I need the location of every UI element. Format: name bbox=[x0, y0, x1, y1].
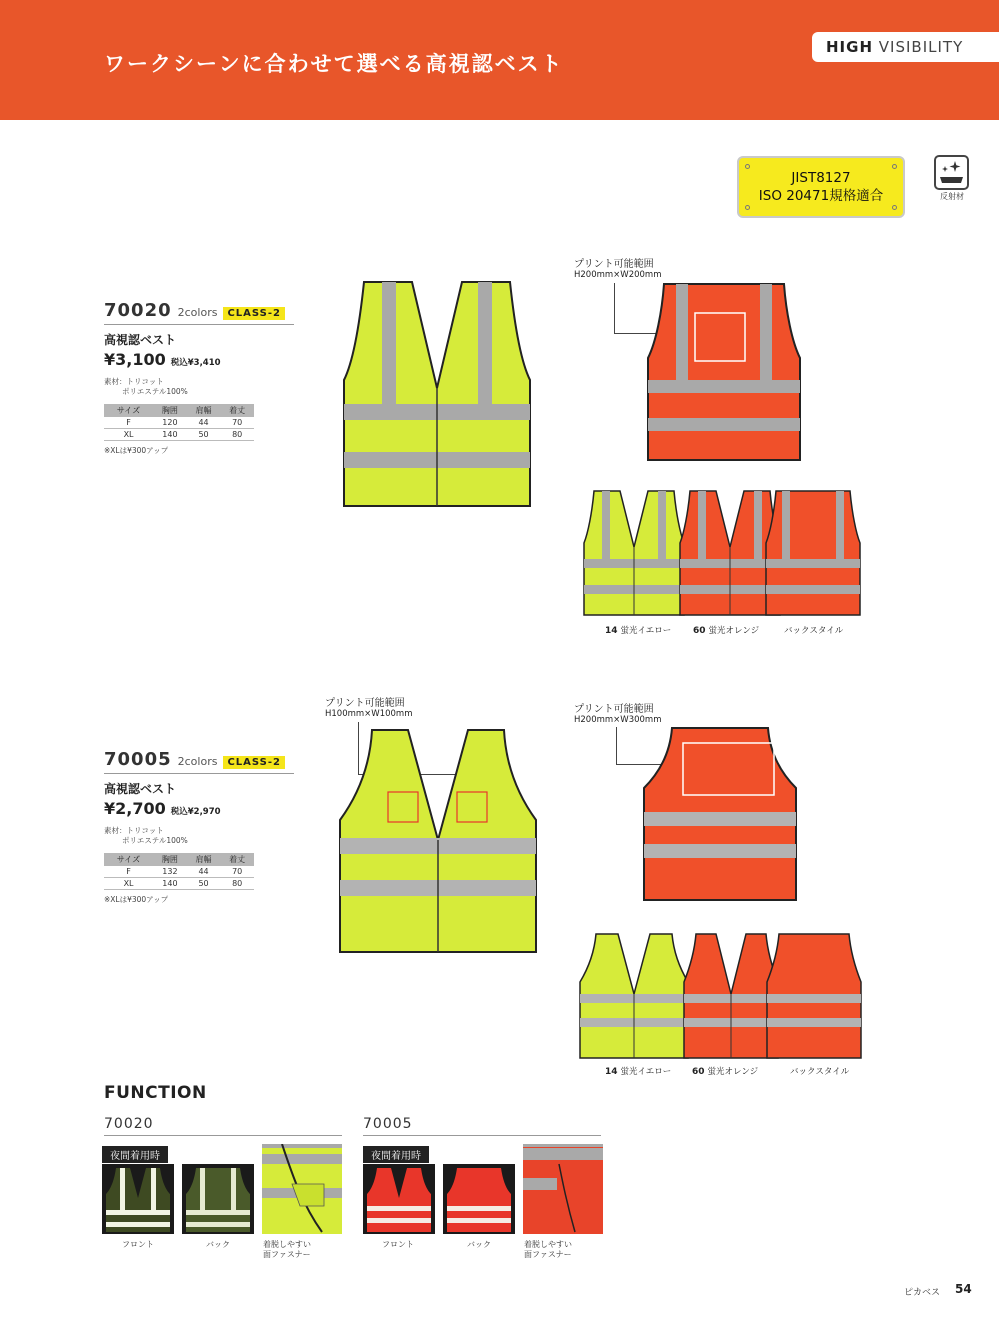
variant-caption-orange bbox=[693, 624, 759, 636]
size-cell: 50 bbox=[187, 429, 221, 441]
table-row bbox=[104, 429, 254, 441]
model-number: 70005 bbox=[104, 749, 172, 770]
material-line-1: 素材：トリコット bbox=[104, 826, 164, 835]
function-caption-fastener: 着脱しやすい 面ファスナー bbox=[263, 1240, 311, 1259]
variant-caption-orange bbox=[692, 1065, 758, 1077]
page-title: ワークシーンに合わせて選べる高視認ベスト bbox=[104, 52, 564, 76]
product-info-70020 bbox=[104, 300, 294, 456]
price-row bbox=[104, 799, 294, 818]
color-number: 60 bbox=[693, 626, 706, 636]
material bbox=[104, 377, 294, 397]
size-table bbox=[104, 853, 254, 890]
size-header: 着丈 bbox=[220, 404, 254, 417]
table-row bbox=[104, 878, 254, 890]
function-model-70005: 70005 bbox=[363, 1116, 601, 1136]
size-note: ※XLは¥300アップ bbox=[104, 895, 169, 904]
material bbox=[104, 826, 294, 846]
screw-icon bbox=[892, 205, 897, 210]
material-line-2: ポリエステル100% bbox=[122, 387, 188, 396]
color-label: 蛍光イエロー bbox=[620, 1067, 672, 1077]
price: ¥2,700 bbox=[104, 799, 166, 818]
function-caption-front: フロント bbox=[122, 1240, 154, 1249]
function-title: FUNCTION bbox=[104, 1083, 207, 1103]
model-number: 70020 bbox=[104, 300, 172, 321]
size-cell: 80 bbox=[220, 878, 254, 890]
function-night-back-70005 bbox=[443, 1164, 515, 1234]
size-cell: F bbox=[104, 417, 153, 429]
material-line-1: 素材：トリコット bbox=[104, 377, 164, 386]
size-cell: 70 bbox=[220, 866, 254, 878]
size-cell: XL bbox=[104, 878, 153, 890]
certification-line-2: ISO 20471規格適合 bbox=[758, 188, 884, 204]
product-name: 高視認ベスト bbox=[104, 782, 177, 796]
function-fastener-70005 bbox=[523, 1144, 603, 1234]
vest-70020-variant-yellow bbox=[582, 489, 686, 617]
color-number: 14 bbox=[605, 1067, 618, 1077]
page-number: 54 bbox=[955, 1282, 972, 1296]
print-area-title: プリント可能範囲 bbox=[574, 704, 654, 715]
color-number: 14 bbox=[605, 626, 618, 636]
variant-caption-yellow bbox=[605, 1065, 671, 1077]
sparkle-reflective-icon bbox=[934, 155, 969, 190]
print-area-size: H200mm×W300mm bbox=[574, 715, 662, 725]
function-night-back-70020 bbox=[182, 1164, 254, 1234]
page-header bbox=[0, 0, 999, 120]
certification-line-1: JIST8127 bbox=[791, 170, 851, 186]
class-badge: CLASS-2 bbox=[223, 756, 285, 769]
print-area-label-70020-back bbox=[574, 259, 662, 281]
size-cell: 80 bbox=[220, 429, 254, 441]
color-label: バックスタイル bbox=[784, 626, 844, 636]
size-cell: 132 bbox=[153, 866, 187, 878]
colors-count: 2colors bbox=[177, 306, 218, 319]
print-area-size: H100mm×W100mm bbox=[325, 709, 413, 719]
print-area-title: プリント可能範囲 bbox=[325, 698, 405, 709]
vest-70005-back-orange bbox=[642, 726, 798, 902]
color-number: 60 bbox=[692, 1067, 705, 1077]
category-badge-bold: HIGH bbox=[826, 38, 874, 56]
vest-70005-front-yellow bbox=[338, 728, 538, 954]
color-label: バックスタイル bbox=[790, 1067, 850, 1077]
product-name: 高視認ベスト bbox=[104, 333, 177, 347]
print-area-label-70005-front bbox=[325, 698, 413, 720]
variant-caption-yellow bbox=[605, 624, 671, 636]
category-badge bbox=[812, 32, 999, 62]
size-cell: 50 bbox=[187, 878, 221, 890]
size-header: 着丈 bbox=[220, 853, 254, 866]
vest-70020-back-orange bbox=[646, 282, 802, 462]
table-row bbox=[104, 417, 254, 429]
size-header: 肩幅 bbox=[187, 853, 221, 866]
certification-plate bbox=[737, 156, 905, 218]
function-caption-back: バック bbox=[206, 1240, 230, 1249]
print-area-label-70005-back bbox=[574, 704, 662, 726]
footer-brand: ピカベス bbox=[904, 1288, 941, 1298]
size-header: サイズ bbox=[104, 853, 153, 866]
size-header: 胸囲 bbox=[153, 853, 187, 866]
size-cell: F bbox=[104, 866, 153, 878]
material-line-2: ポリエステル100% bbox=[122, 836, 188, 845]
color-label: 蛍光オレンジ bbox=[707, 1067, 759, 1077]
size-note: ※XLは¥300アップ bbox=[104, 446, 169, 455]
size-cell: 44 bbox=[187, 417, 221, 429]
colors-count: 2colors bbox=[177, 755, 218, 768]
table-row bbox=[104, 866, 254, 878]
price-tax: 税込¥2,970 bbox=[170, 807, 221, 817]
size-header: サイズ bbox=[104, 404, 153, 417]
price-tax: 税込¥3,410 bbox=[170, 358, 221, 368]
size-cell: 120 bbox=[153, 417, 187, 429]
size-header: 胸囲 bbox=[153, 404, 187, 417]
category-badge-text: VISIBILITY bbox=[878, 38, 964, 56]
vest-70005-variant-yellow bbox=[578, 932, 690, 1060]
vest-70020-front-yellow bbox=[342, 280, 532, 508]
function-fastener-70020 bbox=[262, 1144, 342, 1234]
vest-70020-variant-back bbox=[764, 489, 862, 617]
size-cell: 70 bbox=[220, 417, 254, 429]
size-cell: 44 bbox=[187, 866, 221, 878]
function-caption-fastener: 着脱しやすい 面ファスナー bbox=[524, 1240, 572, 1259]
price: ¥3,100 bbox=[104, 350, 166, 369]
function-model-70020: 70020 bbox=[104, 1116, 342, 1136]
print-area-title: プリント可能範囲 bbox=[574, 259, 654, 270]
night-wear-label: 夜間着用時 bbox=[363, 1146, 429, 1163]
size-cell: XL bbox=[104, 429, 153, 441]
product-info-70005 bbox=[104, 749, 294, 905]
size-cell: 140 bbox=[153, 878, 187, 890]
print-area-size: H200mm×W200mm bbox=[574, 270, 662, 280]
screw-icon bbox=[745, 205, 750, 210]
size-table bbox=[104, 404, 254, 441]
function-night-front-70005 bbox=[363, 1164, 435, 1234]
vest-70005-variant-back bbox=[765, 932, 863, 1060]
night-wear-label: 夜間着用時 bbox=[102, 1146, 168, 1163]
variant-caption-back bbox=[790, 1065, 849, 1077]
model-row bbox=[104, 300, 294, 325]
function-caption-back: バック bbox=[467, 1240, 491, 1249]
price-row bbox=[104, 350, 294, 369]
screw-icon bbox=[745, 164, 750, 169]
function-caption-front: フロント bbox=[382, 1240, 414, 1249]
function-night-front-70020 bbox=[102, 1164, 174, 1234]
reflective-label: 反射材 bbox=[940, 192, 964, 201]
screw-icon bbox=[892, 164, 897, 169]
class-badge: CLASS-2 bbox=[223, 307, 285, 320]
color-label: 蛍光イエロー bbox=[620, 626, 672, 636]
model-row bbox=[104, 749, 294, 774]
size-header: 肩幅 bbox=[187, 404, 221, 417]
size-cell: 140 bbox=[153, 429, 187, 441]
variant-caption-back bbox=[784, 624, 843, 636]
color-label: 蛍光オレンジ bbox=[708, 626, 760, 636]
